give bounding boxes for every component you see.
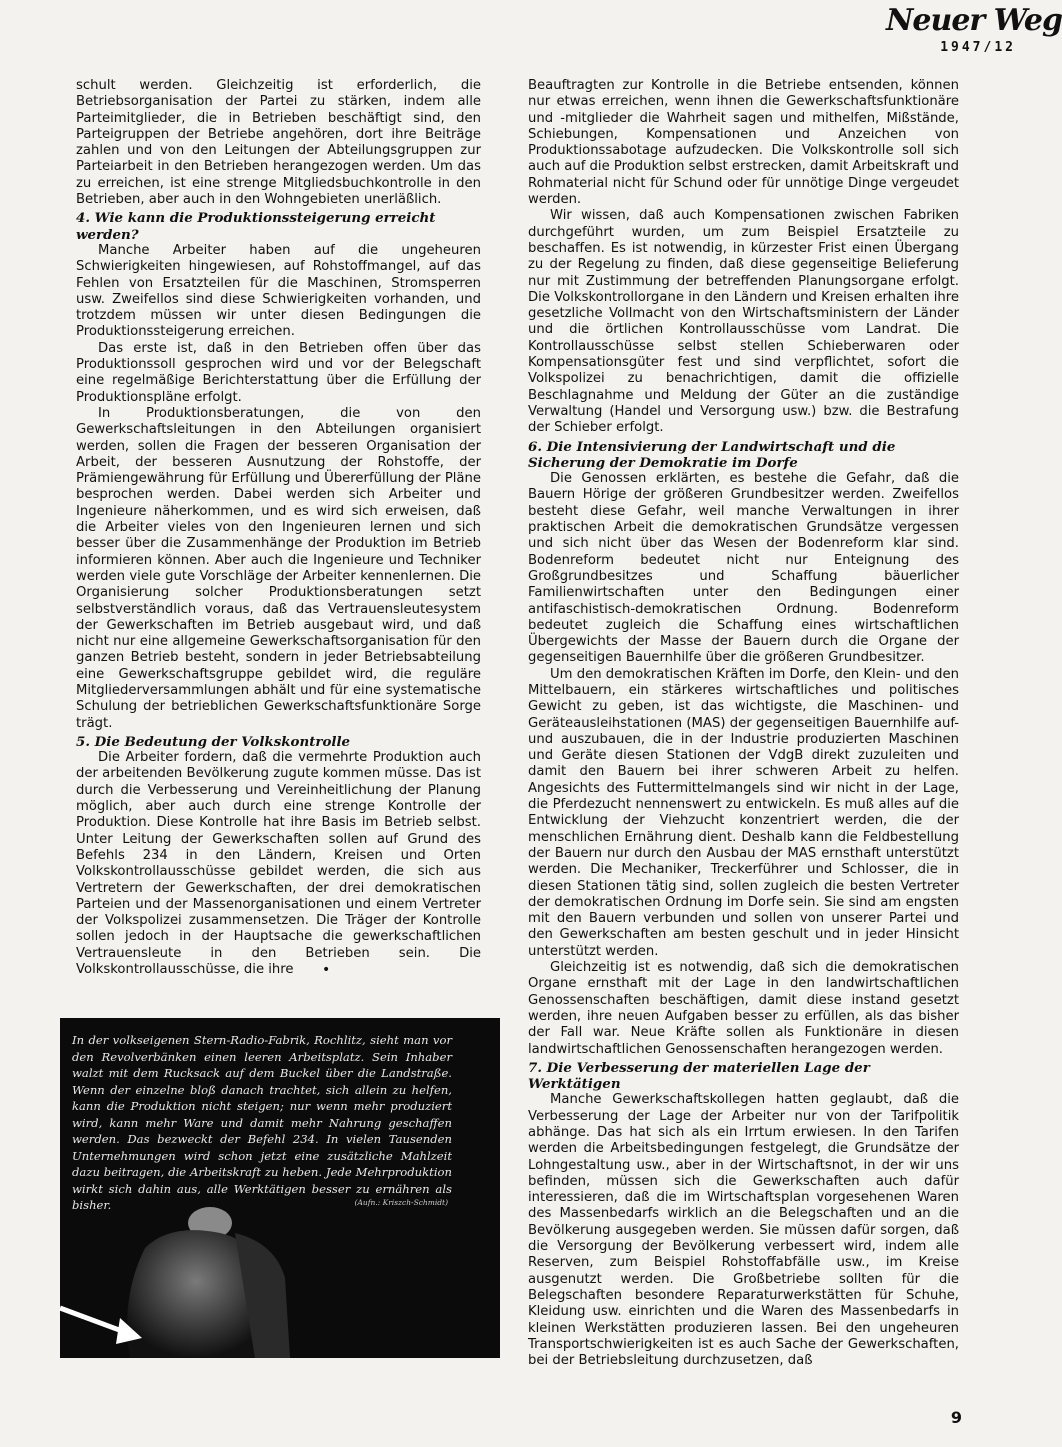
photo-block bbox=[60, 1018, 500, 1358]
photo-credit: (Aufn.: Kriszch-Schmidt) bbox=[354, 1198, 448, 1207]
paragraph: Manche Arbeiter haben auf die ungeheuren Schwierigkeiten hingewiesen, auf Rohstoffmangel, auf das Fehlen von Ersatzteilen für die Maschinen, Stromsperren usw. Zweifellos sind diese Schwierigkeiten vorhanden, und trotzdem müssen wir unter diesen Bedingungen die Produktionssteigerung erreichen. bbox=[76, 242, 481, 340]
right-column bbox=[528, 78, 959, 1369]
paragraph: Manche Gewerkschaftskollegen hatten geglaubt, daß die Verbesserung der Lage der Arbeiter nur von der Tarifpolitik abhänge. Das hat sich als ein Irrtum erwiesen. In den Tarifen werden die Arbeitsbedingungen festgelegt, die Grundsätze der Lohngestaltung usw., aber in der Wirtschaftsnot, in der wir uns befinden, müssen sich die Gewerkschaften auch dafür interessieren, daß die im Wirtschaftsplan vorgesehenen Waren des Massenbedarfs wirklich an die Belegschaften und an die Bevölkerung ausgegeben werden. Sie müssen dafür sorgen, daß die Versorgung der Bevölkerung verbessert wird, indem alle Reserven, zum Beispiel Rohstoffabfälle usw., im Kreise ausgenutzt werden. Die Großbetriebe sollten für die Belegschaften besondere Reparaturwerkstätten für Schuhe, Kleidung usw. einrichten und die Waren des Massenbedarfs in kleinen Werkstätten produzieren lassen. Bei den ungeheuren Transportschwierigkeiten ist es auch Sache der Gewerkschaften, bei der Betriebsleitung durchzusetzen, daß bbox=[528, 1092, 959, 1369]
paragraph: Die Genossen erklärten, es bestehe die Gefahr, daß die Bauern Hörige der größeren Grundbesitzer werden. Zweifellos besteht diese Gefahr, weil manche Verwaltungen in ihrer praktischen Arbeit die demokratischen Grundsätze vergessen und sich nicht über das Wesen der Bodenreform klar sind. Bodenreform bedeutet nicht nur Enteignung des Großgrundbesitzes und Schaffung bäuerlicher Familienwirtschaften unter den Bedingungen einer antifaschistisch-demokratischen Ordnung. Bodenreform bedeutet zugleich die Schaffung eines wirtschaftlichen Übergewichts der Masse der Bauern durch die Organe der gegenseitigen Bauernhilfe über die größeren Grundbesitzer. bbox=[528, 471, 959, 666]
left-column bbox=[76, 78, 481, 978]
paragraph: Die Arbeiter fordern, daß die vermehrte Produktion auch der arbeitenden Bevölkerung zugute kommen müsse. Das ist durch die Verbesserung und Vereinheitlichung der Planung möglich, aber auch durch eine strenge Kontrolle der Produktion. Diese Kontrolle hat ihre Basis im Betrieb selbst. Unter Leitung der Gewerkschaften sollen auf Grund des Befehls 234 in den Ländern, Kreisen und Orten Volkskontrollausschüsse gebildet werden, die sich aus Vertretern der Gewerkschaften, der drei demokratischen Parteien und der Massenorganisationen und einem Vertreter der Volkspolizei zusammensetzen. Die Träger der Kontrolle sollen jedoch in der Hauptsache die gewerkschaftlichen Vertrauensleute in den Betrieben sein. Die Volkskontrollausschüsse, die ihre bbox=[76, 750, 481, 978]
issue-number: 1947/12 bbox=[940, 40, 1016, 55]
section-heading-7: 7. Die Verbesserung der materiellen Lage der Werktätigen bbox=[528, 1059, 870, 1093]
paragraph: Wir wissen, daß auch Kompensationen zwischen Fabriken durchgeführt wurden, um zum Beispiel Ersatzteile zu beschaffen. Es ist notwendig, in kürzester Frist einen Übergang zu der Regelung zu finden, daß diese gegenseitige Belieferung nur mit Zustimmung der betreffenden Planungsorgane erfolgt. Die Volkskontrollorgane in den Ländern und Kreisen erhalten ihre gesetzliche Vollmacht von den Wirtschaftsministern der Länder und die örtlichen Kontrollausschüsse vom Landrat. Die Kontrollausschüsse selbst stellen Schieberwaren oder Kompensationsgüter fest und sind verpflichtet, sofort die Volkspolizei zu benachrichtigen, damit die offizielle Beschlagnahme und Meldung der Güter an die zuständige Verwaltung (Handel und Versorgung usw.) bzw. die Bestrafung der Schieber erfolgt. bbox=[528, 208, 959, 436]
paragraph: Gleichzeitig ist es notwendig, daß sich die demokratischen Organe ernsthaft mit der Lage in den landwirtschaftlichen Genossenschaften beschäftigen, damit diese instand gesetzt werden, ihre neuen Aufgaben besser zu erfüllen, als das bisher der Fall war. Neue Kräfte sollen als Funktionäre in diesen landwirtschaftlichen Genossenschaften herangezogen werden. bbox=[528, 960, 959, 1057]
paragraph: schult werden. Gleichzeitig ist erforderlich, die Betriebsorganisation der Partei zu stärken, indem alle Parteimitglieder, die in Betrieben beschäftigt sind, den Parteigruppen der Betriebe angehören, dort ihre Beiträge zahlen und von den Leitungen der Abteilungsgruppen zur Parteiarbeit in den Betrieben herangezogen werden. Um das zu erreichen, ist eine strenge Mitgliedsbuchkontrolle in den Betrieben, aber auch in den Wohngebieten unerläßlich. bbox=[76, 78, 481, 208]
section-heading-5: 5. Die Bedeutung der Volkskontrolle bbox=[76, 733, 351, 750]
paragraph: Das erste ist, daß in den Betrieben offen über das Produktionssoll gesprochen wird und vor der Belegschaft eine regelmäßige Berichterstattung über die Erfüllung der Produktionspläne erfolgt. bbox=[76, 340, 481, 405]
paragraph: Um den demokratischen Kräften im Dorfe, den Klein- und den Mittelbauern, ein stärkeres wirtschaftliches und politisches Gewicht zu geben, ist das wichtigste, die Maschinen- und Geräteausleihstationen (MAS) der gegenseitigen Bauernhilfe auf- und auszubauen, die in der Industrie produzierten Maschinen und Geräte diesen Stationen der VdgB direkt zuzuleiten und damit den Bauern bei ihrer schweren Arbeit zu helfen. Angesichts des Futtermittelmangels sind wir nicht in der Lage, die Pferdezucht nennenswert zu entwickeln. Es muß alles auf die Entwicklung der Viehzucht konzentriert werden, die der menschlichen Ernährung dient. Deshalb kann die Feldbestellung der Bauern nur durch den Ausbau der MAS ernsthaft unterstützt werden. Die Mechaniker, Treckerführer und Schlosser, die in diesen Stationen tätig sind, sollen zugleich die besten Vertreter der demokratischen Ordnung im Dorfe sein. Sie sind am engsten mit den Bauern verbunden und sollen von unserer Partei und den Gewerkschaften am besten geschult und in jeder Hinsicht unterstützt werden. bbox=[528, 666, 959, 959]
paragraph: In Produktionsberatungen, die von den Gewerkschaftsleitungen in den Abteilungen organisiert werden, sollen die Fragen der besseren Organisation der Arbeit, der besseren Ausnutzung der Rohstoffe, der Prämiengewährung für Erfüllung und Übererfüllung der Pläne besprochen werden. Dabei werden sich Arbeiter und Ingenieure näherkommen, und es wird sich erweisen, daß die Arbeiter vieles von den Ingenieuren lernen und sich besser über die Zusammenhänge der Produktion im Betrieb informieren können. Aber auch die Ingenieure und Techniker werden viele gute Vorschläge der Arbeiter kennenlernen. Die Organisierung solcher Produktionsberatungen setzt selbstverständlich voraus, daß das Vertrauensleutesystem der Gewerkschaften im Betrieb ausgebaut wird, und daß nicht nur eine allgemeine Gewerkschaftsorganisation für den ganzen Betrieb besteht, sondern in jeder Betriebsabteilung eine Gewerkschaftsgruppe gebildet wird, die reguläre Mitgliederversammlungen abhält und für eine systematische Schulung der betrieblichen Gewerkschaftsfunktionäre Sorge trägt. bbox=[76, 405, 481, 731]
masthead bbox=[886, 3, 1062, 56]
photo-caption: In der volkseigenen Stern-Radio-Fabrik, Rochlitz, sieht man vor den Revolverbänken einen leeren Arbeitsplatz. Sein Inhaber walzt mit dem Rucksack auf dem Buckel über die Landstraße. Wenn der einzelne bloß danach trachtet, sich allein zu helfen, kann die Produktion nicht steigen; nur wenn mehr produziert wird, kann mehr Ware und damit mehr Nahrung geschaffen werden. Das bezweckt der Befehl 234. In vielen Tausenden Unternehmungen wird schon jetzt eine zusätzliche Mahlzeit dazu beitragen, die Arbeitskraft zu heben. Jede Mehrproduktion wirkt sich dahin aus, alle Werktätigen besser zu ernähren als bisher. bbox=[72, 1033, 452, 1212]
masthead-logo: Neuer Weg bbox=[886, 3, 1062, 38]
ornament-dot: • bbox=[322, 962, 331, 978]
section-heading-6: 6. Die Intensivierung der Landwirtschaft und die Sicherung der Demokratie im Dorfe bbox=[528, 438, 896, 471]
paragraph: Beauftragten zur Kontrolle in die Betriebe entsenden, können nur etwas erreichen, wenn ihnen die Gewerkschaftsfunktionäre und -mitglieder die Wahrheit sagen und mithelfen, Mißstände, Schiebungen, Kompensationen und Anzeichen von Produktionssabotage aufzudecken. Die Volkskontrolle soll sich auch auf die Produktion selbst erstrecken, damit Arbeitskraft und Rohmaterial nicht für Schund oder für unnötige Dinge vergeudet werden. bbox=[528, 78, 959, 208]
section-heading-4: 4. Wie kann die Produktionssteigerung erreicht werden? bbox=[76, 210, 436, 243]
page-number: 9 bbox=[950, 1408, 962, 1427]
